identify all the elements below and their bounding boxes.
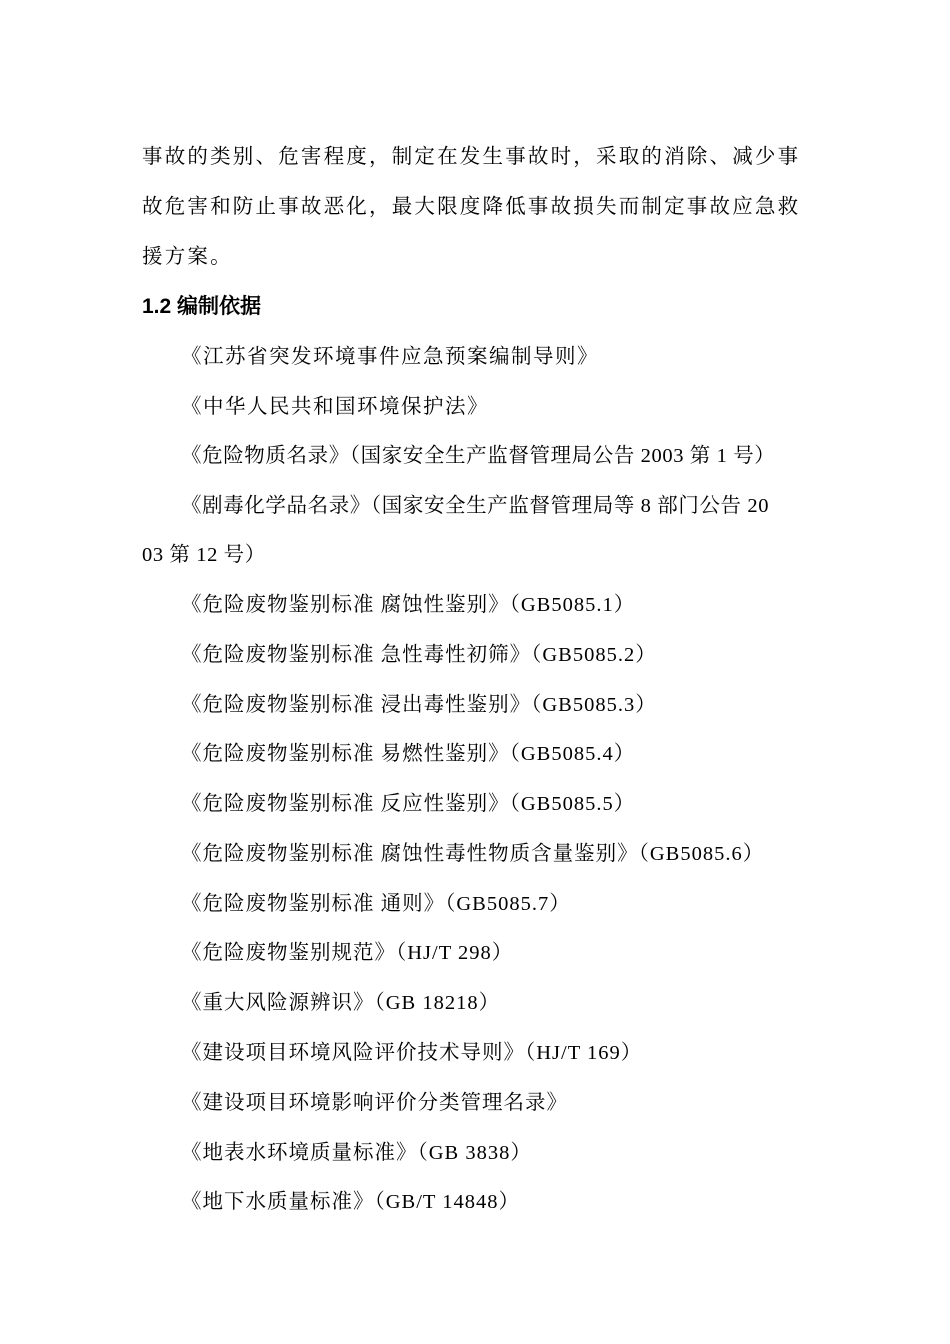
reference-item: 《危险废物鉴别规范》（HJ/T 298） bbox=[181, 942, 514, 964]
reference-item: 《地下水质量标准》（GB/T 14848） bbox=[181, 1191, 520, 1213]
reference-item: 《地表水环境质量标准》（GB 3838） bbox=[181, 1142, 532, 1164]
paragraph-line-1: 事故的类别、危害程度，制定在发生事故时，采取的消除、减少事 bbox=[142, 146, 801, 168]
reference-item: 《危险废物鉴别标准 急性毒性初筛》（GB5085.2） bbox=[181, 644, 657, 666]
reference-item: 《中华人民共和国环境保护法》 bbox=[181, 396, 489, 418]
reference-item: 《危险废物鉴别标准 腐蚀性鉴别》（GB5085.1） bbox=[181, 594, 636, 616]
reference-item: 《剧毒化学品名录》（国家安全生产监督管理局等 8 部门公告 20 bbox=[181, 495, 770, 517]
reference-item: 《危险废物鉴别标准 腐蚀性毒性物质含量鉴别》（GB5085.6） bbox=[181, 843, 765, 865]
paragraph-line-2: 故危害和防止事故恶化，最大限度降低事故损失而制定事故应急救 bbox=[142, 196, 801, 218]
reference-item: 《危险废物鉴别标准 易燃性鉴别》（GB5085.4） bbox=[181, 743, 636, 765]
reference-item: 《重大风险源辨识》（GB 18218） bbox=[181, 992, 501, 1014]
paragraph-line-3: 援方案。 bbox=[142, 246, 233, 268]
reference-item: 《江苏省突发环境事件应急预案编制导则》 bbox=[181, 346, 599, 368]
reference-item: 《危险废物鉴别标准 浸出毒性鉴别》（GB5085.3） bbox=[181, 694, 657, 716]
reference-item: 《建设项目环境影响评价分类管理名录》 bbox=[181, 1092, 568, 1114]
reference-item: 《危险物质名录》（国家安全生产监督管理局公告 2003 第 1 号） bbox=[181, 445, 776, 467]
reference-item: 《建设项目环境风险评价技术导则》（HJ/T 169） bbox=[181, 1042, 643, 1064]
section-heading: 1.2 编制依据 bbox=[142, 295, 262, 318]
reference-item-continuation: 03 第 12 号） bbox=[142, 544, 266, 566]
reference-item: 《危险废物鉴别标准 反应性鉴别》（GB5085.5） bbox=[181, 793, 636, 815]
reference-item: 《危险废物鉴别标准 通则》（GB5085.7） bbox=[181, 893, 571, 915]
